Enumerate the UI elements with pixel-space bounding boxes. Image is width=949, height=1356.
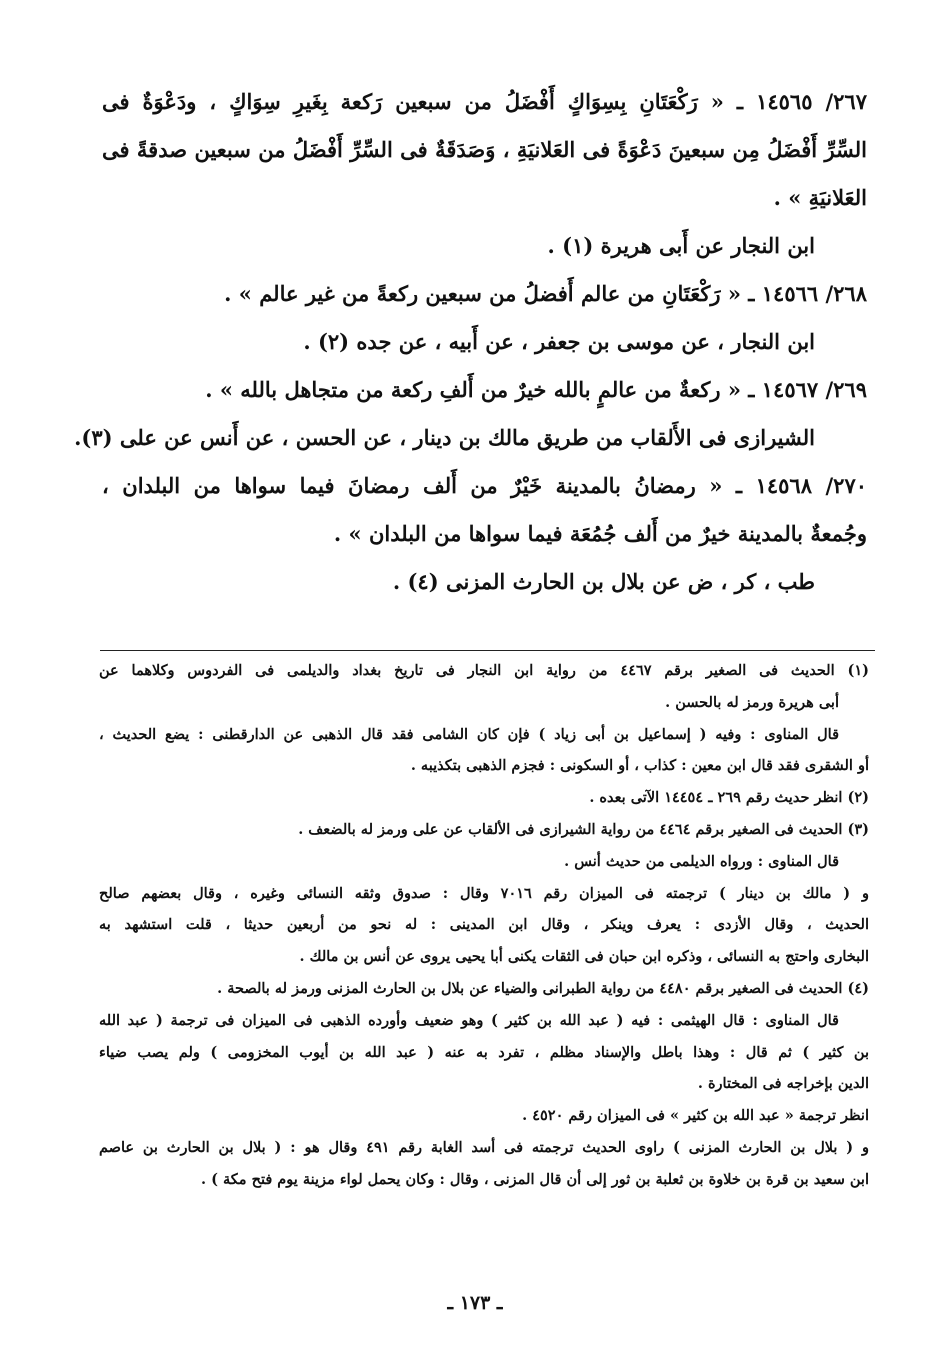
footnote-4-line-4: الدين بإخراجه فى المختارة . <box>697 1075 869 1093</box>
hadith-268-source: ابن النجار ، عن موسى بن جعفر ، عن أَبيه ، عن جده (٢) . <box>303 329 815 354</box>
hadith-268: ٢٦٨/ ١٤٥٦٦ ـ « رَكْعَتَانِ من عالم أَفضلُ من سبعين ركعةً من غير عالم » . <box>224 281 867 306</box>
footnote-3-line-3: و ( مالك بن دينار ) ترجمته فى الميزان رقم ٧٠١٦ وقال : صدوق وثقه النسائى وغيره ، وقال بعضهم صالح <box>99 884 869 902</box>
hadith-269: ٢٦٩/ ١٤٥٦٧ ـ « ركعةٌ من عالمٍ بالله خيرٌ من أَلفِ ركعة من متجاهل بالله » . <box>205 377 867 402</box>
hadith-267-line-3: العَلانيَةِ » . <box>773 185 867 210</box>
hadith-267-source: ابن النجار عن أَبى هريرة (١) . <box>547 233 815 258</box>
footnote-3-line-5: البخارى واحتج به النسائى ، وذكره ابن حبان فى الثقات يكنى أبا يحيى يروى عن أنس بن مالك . <box>299 948 869 966</box>
footnote-3-line-1: (٣) الحديث فى الصغير برقم ٤٤٦٤ من رواية الشيرازى فى الألقاب عن على ورمز له بالضعف . <box>298 820 869 838</box>
footnote-1-line-2: أبى هريرة ورمز له بالحسن . <box>665 693 839 711</box>
footnote-3-line-2: قال المناوى : ورواه الديلمى من حديث أنس . <box>564 852 839 870</box>
footnote-4-line-3: بن كثير ) ثم قال : وهذا باطل والإسناد مظلم ، تفرد به عنه ( عبد الله بن أيوب المخزومى ) ولم يصب ضياء <box>99 1043 869 1061</box>
hadith-267-line-2: السِّرِّ أَفْضَلُ مِن سبعينَ دَعْوَةً فى العَلانيَةِ ، وَصَدَقَةٌ فى السِّرِّ أَفْضَلُ من سبعين صدقةً فى <box>102 137 867 162</box>
hadith-269-source: الشيرازى فى الأَلقاب من طريق مالك بن دينار ، عن الحسن ، عن أَنس عن على (٣). <box>74 425 815 450</box>
hadith-270-line-2: وجُمعةٌ بالمدينة خيرٌ من أَلف جُمُعَة فيما سواها من البلدان » . <box>333 521 867 546</box>
footnote-separator <box>100 650 875 651</box>
footnote-4-line-1: (٤) الحديث فى الصغير برقم ٤٤٨٠ من رواية الطبرانى والضياء عن بلال بن الحارث المزنى ورمز له بالصحة . <box>217 979 869 997</box>
footnote-1-line-3: قال المناوى : وفيه ( إسماعيل بن أبى زياد ) فإن كان الشامى فقد قال الذهبى عن الدارقطنى : يضع الحديث ، <box>99 725 839 743</box>
hadith-267-line-1: ٢٦٧/ ١٤٥٦٥ ـ « رَكْعَتَانِ بِسِوَاكٍ أَفْضَلُ من سبعين رَكعة بِغَيرِ سِوَاكٍ ، ودَعْوَةٌ فى <box>102 89 867 114</box>
footnote-1-line-4: أو الشقرى فقد قال ابن معين : كذاب ، أو السكونى : فجزم الذهبى بتكذيبه . <box>410 757 869 775</box>
page-number: ـ ١٧٣ ـ <box>447 1292 503 1314</box>
hadith-270-source: طب ، كر ، ض عن بلال بن الحارث المزنى (٤) . <box>392 569 815 594</box>
hadith-270-line-1: ٢٧٠/ ١٤٥٦٨ ـ « رمضانُ بالمدينة خَيْرٌ من أَلف رمضانَ فيما سواها من البلدان ، <box>102 473 868 498</box>
footnote-1-line-1: (١) الحديث فى الصغير برقم ٤٤٦٧ من رواية ابن النجار فى تاريخ بغداد والديلمى فى الفردوس وكلاهما عن <box>99 662 869 679</box>
main-text <box>74 89 868 618</box>
footnote-4-line-2: قال المناوى : قال الهيثمى : فيه ( عبد الله بن كثير ) وهو ضعيف وأورده الذهبى فى الميزان فى ترجمة ( عبد الله <box>99 1011 839 1029</box>
footnotes <box>99 662 869 1203</box>
footnote-3-line-4: الحديث ، وقال الأزدى : يعرف وينكر ، وقال ابن المدينى : له نحو من أربعين حديثا ، قلت استشهد به <box>99 916 869 934</box>
footnote-4-line-5: انظر ترجمة « عبد الله بن كثير » فى الميزان رقم ٤٥٢٠ . <box>522 1107 869 1125</box>
footnote-4-line-6: و ( بلال بن الحارث المزنى ) راوى الحديث ترجمته فى أسد الغابة رقم ٤٩١ وقال هو : ( بلال بن الحارث بن عاصم <box>99 1138 869 1156</box>
footnote-4-line-7: ابن سعيد بن قرة بن خلاوة بن ثعلبة بن ثور إلى أن قال المزنى ، وقال : وكان يحمل لواء مزينة يوم فتح مكة ) . <box>200 1170 869 1188</box>
footnote-2: (٢) انظر حديث رقم ٢٦٩ ـ ١٤٤٥٤ الآتى بعده . <box>589 789 869 807</box>
